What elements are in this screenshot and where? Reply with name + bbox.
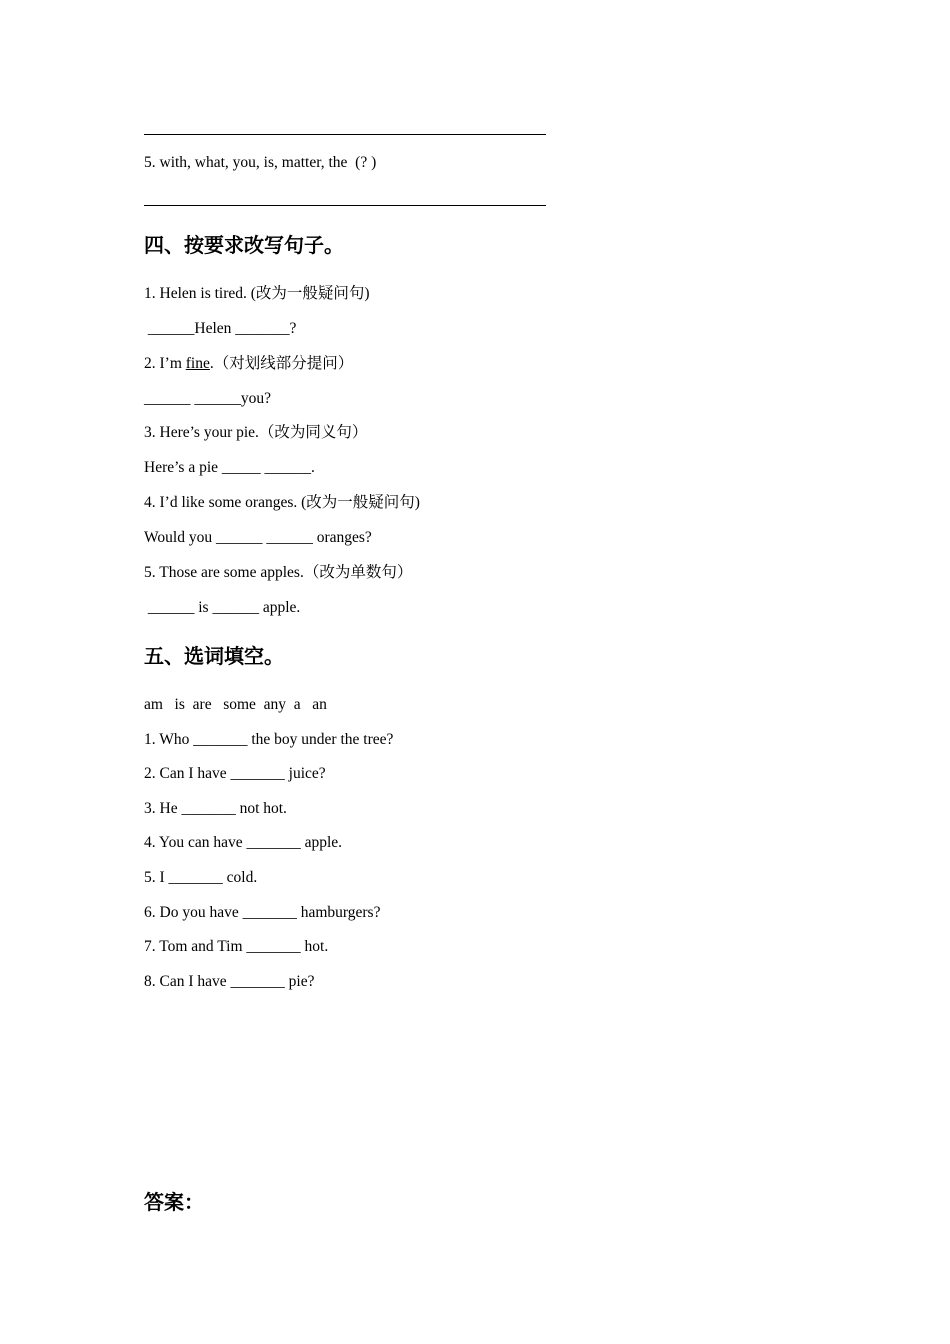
word-bank: am is are some any a an xyxy=(144,696,327,713)
answer-4-2: ______ ______you? xyxy=(144,390,272,407)
answer-4-3: Here’s a pie _____ ______. xyxy=(144,459,315,476)
question-5-6: 6. Do you have _______ hamburgers? xyxy=(144,904,381,921)
question-4-2 xyxy=(144,354,353,374)
question-4-5: 5. Those are some apples.（改为单数句） xyxy=(144,564,413,581)
answer-line xyxy=(144,134,546,135)
question-4-2-prefix: 2. I’m xyxy=(144,355,186,372)
section-4-heading: 四、按要求改写句子。 xyxy=(144,233,344,257)
question-4-3: 3. Here’s your pie.（改为同义句） xyxy=(144,424,368,441)
answer-line xyxy=(144,205,546,206)
question-4-4: 4. I’d like some oranges. (改为一般疑问句) xyxy=(144,494,420,511)
answers-heading: 答案： xyxy=(144,1190,204,1214)
question-5-1: 1. Who _______ the boy under the tree? xyxy=(144,731,394,748)
answer-4-1: ______Helen _______? xyxy=(144,320,297,337)
question-5-8: 8. Can I have _______ pie? xyxy=(144,973,315,990)
section-5-heading: 五、选词填空。 xyxy=(144,644,284,668)
question-4-1: 1. Helen is tired. (改为一般疑问句) xyxy=(144,285,370,302)
question-5-4: 4. You can have _______ apple. xyxy=(144,834,343,851)
answer-4-5: ______ is ______ apple. xyxy=(144,599,301,616)
question-4-2-suffix: .（对划线部分提问） xyxy=(209,355,354,372)
question-3-5: 5. with, what, you, is, matter, the (? ) xyxy=(144,154,377,171)
question-5-3: 3. He _______ not hot. xyxy=(144,800,287,817)
question-5-7: 7. Tom and Tim _______ hot. xyxy=(144,938,329,955)
question-5-5: 5. I _______ cold. xyxy=(144,869,258,886)
underlined-word: fine xyxy=(185,355,210,372)
question-5-2: 2. Can I have _______ juice? xyxy=(144,765,326,782)
answer-4-4: Would you ______ ______ oranges? xyxy=(144,529,372,546)
